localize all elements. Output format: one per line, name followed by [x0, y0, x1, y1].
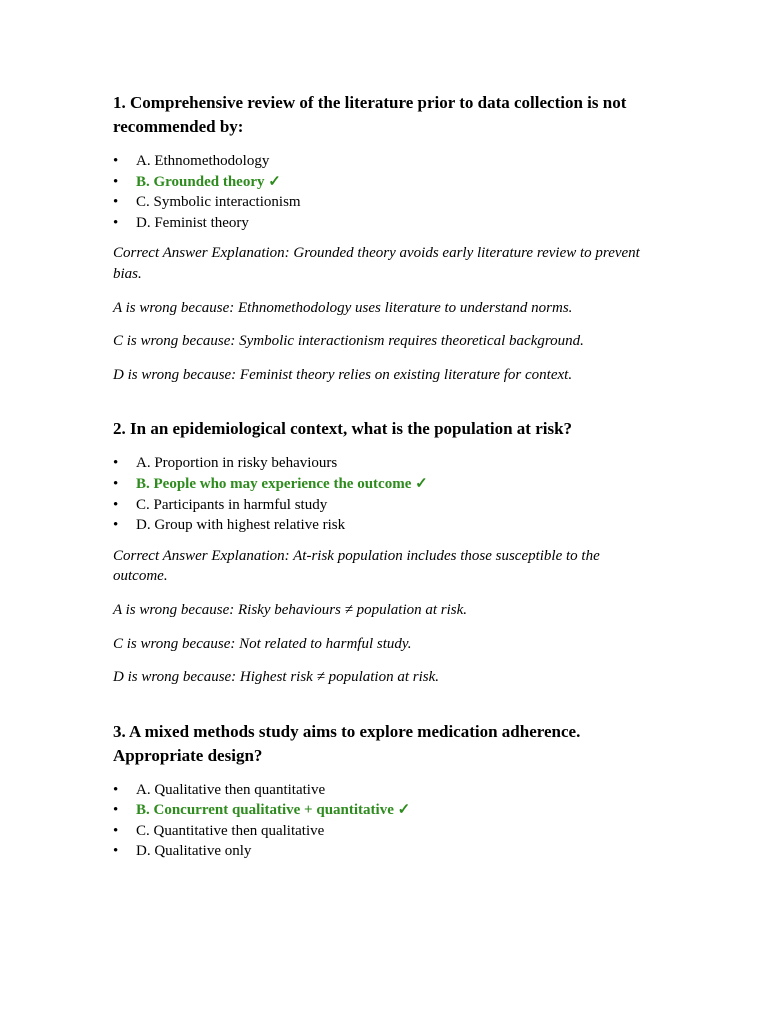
option-d	[113, 213, 658, 234]
question-title: 2. In an epidemiological context, what is the population at risk?	[113, 419, 573, 439]
wrong-explanation-c: C is wrong because: Not related to harmful study.	[113, 635, 412, 652]
document-page	[113, 91, 658, 872]
option-b-correct	[113, 800, 658, 821]
bullet-icon: •	[113, 822, 119, 839]
correct-explanation: Correct Answer Explanation: At-risk population includes those susceptible to the outcome.	[113, 547, 600, 585]
question-title: 1. Comprehensive review of the literature prior to data collection is not recommended by:	[113, 93, 627, 136]
bullet-icon: •	[113, 781, 119, 798]
wrong-explanation-d: D is wrong because: Highest risk ≠ population at risk.	[113, 669, 439, 686]
question-title: 3. A mixed methods study aims to explore medication adherence. Appropriate design?	[113, 721, 581, 765]
option-a	[113, 151, 658, 172]
bullet-icon: •	[113, 455, 119, 472]
option-a	[113, 453, 658, 474]
bullet-icon: •	[113, 517, 119, 534]
option-text: B. Grounded theory ✓	[136, 173, 281, 190]
question-2	[113, 417, 658, 687]
bullet-icon: •	[113, 214, 119, 231]
option-text: C. Participants in harmful study	[136, 496, 328, 513]
bullet-icon: •	[113, 153, 119, 169]
bullet-icon: •	[113, 496, 119, 513]
bullet-icon: •	[113, 802, 119, 819]
wrong-explanation-a: A is wrong because: Risky behaviours ≠ population at risk.	[113, 601, 468, 618]
option-text: D. Group with highest relative risk	[136, 517, 346, 534]
option-c	[113, 192, 658, 213]
option-text: C. Quantitative then qualitative	[136, 822, 325, 839]
bullet-icon: •	[113, 194, 119, 211]
bullet-icon: •	[113, 843, 119, 860]
option-text: A. Qualitative then quantitative	[136, 781, 326, 798]
option-text: B. People who may experience the outcome ✓	[136, 475, 428, 492]
option-a	[113, 780, 658, 801]
option-d	[113, 841, 658, 862]
wrong-explanation-d: D is wrong because: Feminist theory relies on existing literature for context.	[113, 366, 573, 383]
correct-explanation: Correct Answer Explanation: Grounded theory avoids early literature review to prevent bias.	[113, 245, 640, 282]
question-1	[113, 91, 658, 385]
answer-options	[113, 453, 658, 535]
option-text: C. Symbolic interactionism	[136, 194, 301, 211]
option-d	[113, 515, 658, 536]
answer-options	[113, 780, 658, 862]
option-c	[113, 495, 658, 516]
bullet-icon: •	[113, 173, 119, 190]
option-text: A. Ethnomethodology	[136, 153, 270, 169]
option-c	[113, 821, 658, 842]
bullet-icon: •	[113, 475, 119, 492]
wrong-explanation-a: A is wrong because: Ethnomethodology uses literature to understand norms.	[113, 299, 573, 316]
question-3	[113, 720, 658, 862]
option-b-correct	[113, 172, 658, 193]
option-text: D. Feminist theory	[136, 214, 249, 231]
option-text: B. Concurrent qualitative + quantitative ✓	[136, 802, 411, 819]
wrong-explanation-c: C is wrong because: Symbolic interactionism requires theoretical background.	[113, 333, 584, 350]
option-text: D. Qualitative only	[136, 843, 252, 860]
option-text: A. Proportion in risky behaviours	[136, 455, 338, 472]
answer-options	[113, 151, 658, 233]
option-b-correct	[113, 474, 658, 495]
